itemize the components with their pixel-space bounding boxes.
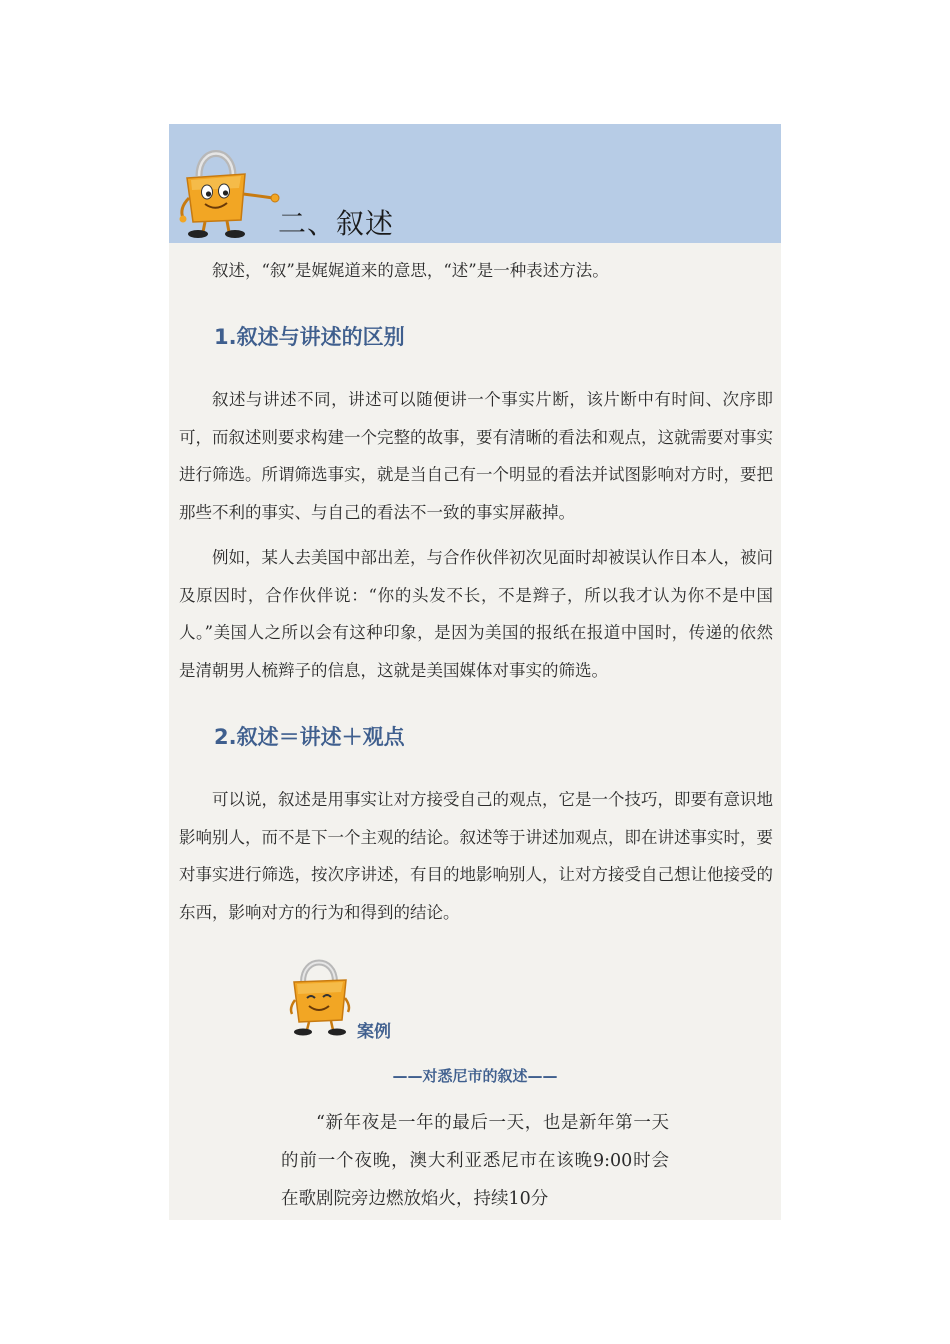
- subheading-formula: 2.叙述＝讲述＋观点: [214, 725, 405, 749]
- case-quote: “新年夜是一年的最后一天，也是新年第一天的前一个夜晚，澳大利亚悉尼市在该晚9:00时会在歌剧院旁边燃放焰火，持续10分: [281, 1113, 669, 1209]
- paragraph-formula: 可以说，叙述是用事实让对方接受自己的观点，它是一个技巧，即要有意识地影响别人，而不是下一个主观的结论。叙述等于讲述加观点，即在讲述事实时，要对事实进行筛选，按次序讲述，有目的地影响别人，让对方接受自己想让他接受的东西，影响对方的行为和得到的结论。: [179, 790, 773, 922]
- lock-mascot-smiling-icon: [289, 952, 351, 1038]
- lock-mascot-pointing-icon: [175, 138, 291, 240]
- section-title: 二、叙述: [278, 207, 395, 240]
- paragraph-difference: 叙述与讲述不同，讲述可以随便讲一个事实片断，该片断中有时间、次序即可，而叙述则要求构建一个完整的故事，要有清晰的看法和观点，这就需要对事实进行筛选。所谓筛选事实，就是当自己有一个明显的看法并试图影响对方时，要把那些不利的事实、与自己的看法不一致的事实屏蔽掉。: [179, 390, 773, 522]
- content-panel: [169, 124, 781, 1220]
- case-subtitle: ——对悉尼市的叙述——: [392, 1067, 558, 1085]
- section-banner: [169, 124, 781, 243]
- case-label: 案例: [357, 1022, 391, 1042]
- subheading-difference: 1.叙述与讲述的区别: [214, 325, 405, 349]
- intro-paragraph: 叙述，“叙”是娓娓道来的意思，“述”是一种表述方法。: [212, 261, 609, 280]
- paragraph-example: 例如，某人去美国中部出差，与合作伙伴初次见面时却被误认作日本人，被问及原因时，合作伙伴说：“你的头发不长，不是辫子，所以我才认为你不是中国人。”美国人之所以会有这种印象，是因为美国的报纸在报道中国时，传递的依然是清朝男人梳辫子的信息，这就是美国媒体对事实的筛选。: [179, 548, 773, 680]
